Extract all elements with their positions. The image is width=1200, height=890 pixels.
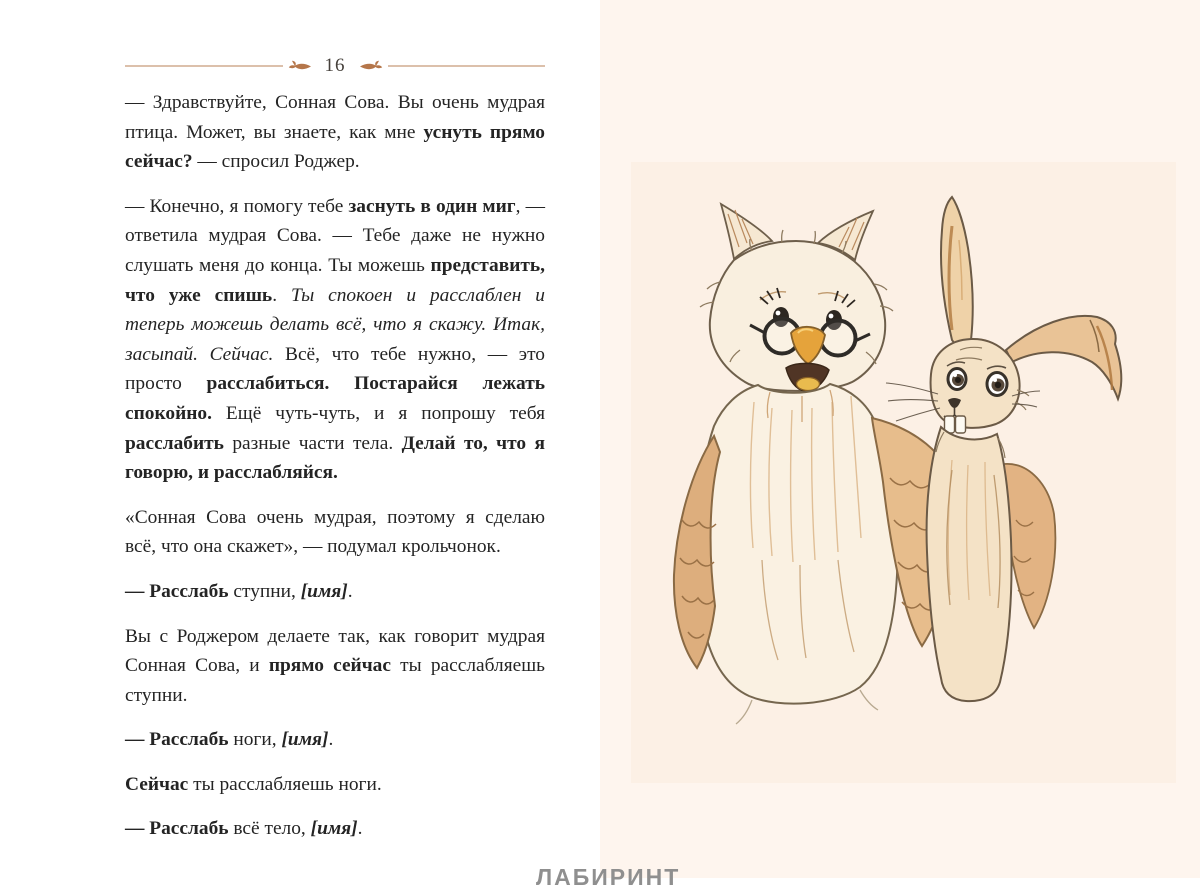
text-segment: прямо сейчас (268, 655, 391, 677)
text-segment: ступни, (228, 580, 301, 602)
owl-drawing (674, 204, 956, 724)
page-header (125, 53, 545, 79)
paragraph (125, 577, 545, 607)
cut-off-watermark: ЛАБИРИНТ (536, 864, 681, 890)
text-segment: «Сонная Сова очень мудрая, поэтому я сделаю всё, что она скажет», — подумал крольчонок. (125, 506, 545, 558)
text-segment: . (357, 818, 363, 840)
paragraph (125, 770, 545, 800)
text-segment: ты расслабляешь ступни. (125, 655, 545, 706)
text-segment: всё тело, (228, 818, 311, 840)
owl-rabbit-illustration (600, 0, 1200, 878)
text-segment: расслабиться. Постарайся лежать спокойно. (125, 373, 545, 424)
paragraph (125, 503, 545, 562)
text-segment: Ещё чуть-чуть, и я попрошу тебя (211, 402, 545, 424)
text-segment: — Конечно, я помогу тебе (125, 195, 349, 217)
text-segment: заснуть в один миг (348, 195, 516, 217)
text-segment: Делай то, что я говорю, и расслабляйся. (125, 432, 545, 484)
story-text-column (125, 88, 545, 844)
header-rule-left (125, 65, 283, 67)
paragraph (125, 814, 545, 844)
text-segment: . (347, 580, 353, 602)
text-segment: Всё, что тебе нужно, — это просто (125, 343, 545, 395)
paragraph (125, 88, 545, 177)
text-segment: [имя] (281, 729, 329, 751)
text-segment: Ты спокоен и расслаблен и теперь можешь делать всё, что я скажу. Итак, засыпай. Сейчас. (125, 284, 545, 365)
text-segment: представить, что уже спишь (125, 254, 545, 306)
paragraph (125, 725, 545, 755)
leaf-flourish-icon (288, 60, 312, 73)
text-segment: Вы с Роджером делаете так, как говорит мудрая Сонная Сова, и (125, 625, 545, 677)
paragraph (125, 192, 545, 488)
text-segment: — Расслабь (125, 729, 229, 751)
page-number: 16 (324, 55, 346, 76)
text-segment: — спросил Роджер. (192, 151, 360, 173)
text-segment: ноги, (228, 729, 282, 751)
text-segment: , — ответила мудрая Сова. — Тебе даже не нужно слушать меня до конца. Ты можешь (125, 195, 545, 276)
leaf-flourish-icon (359, 60, 383, 73)
text-segment: уснуть прямо сейчас? (125, 121, 545, 173)
text-segment: Сейчас (125, 773, 189, 795)
text-segment: [имя] (300, 580, 348, 602)
text-segment: . (272, 284, 291, 306)
text-segment: разные части тела. (223, 432, 402, 454)
text-segment: . (328, 729, 334, 751)
left-page (0, 0, 600, 878)
right-page (600, 0, 1200, 878)
paragraph (125, 622, 545, 711)
text-segment: [имя] (310, 818, 358, 840)
text-segment: ты расслабляешь ноги. (188, 773, 382, 795)
text-segment: расслабить (125, 432, 224, 454)
text-segment: — Расслабь (125, 818, 229, 840)
text-segment: — Расслабь (125, 580, 229, 602)
text-segment: — Здравствуйте, Сонная Сова. Вы очень мудрая птица. Может, вы знаете, как мне (125, 92, 545, 143)
header-rule-right (388, 65, 546, 67)
